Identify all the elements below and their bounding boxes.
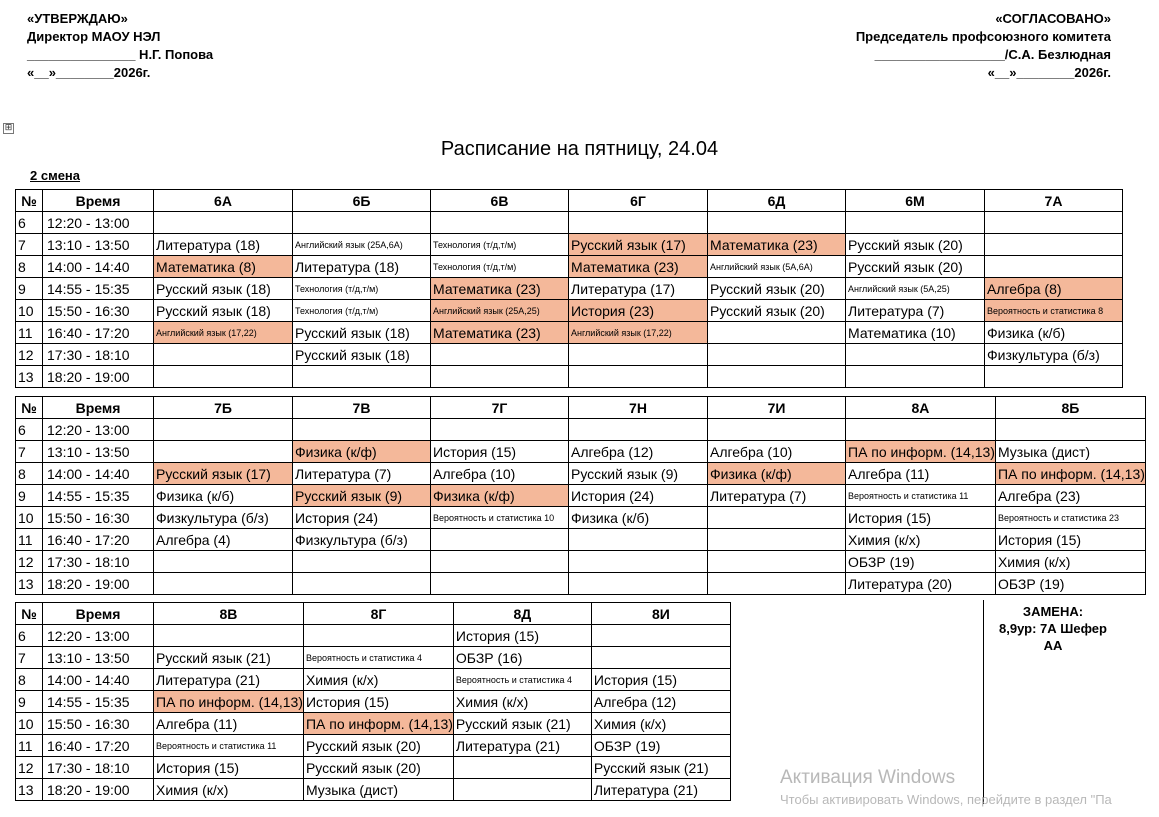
windows-activation-text: Чтобы активировать Windows, перейдите в раздел "Па: [780, 792, 1112, 807]
col-header-class: 6Г: [569, 190, 708, 212]
lesson-cell: Русский язык (17): [154, 463, 293, 485]
lesson-time: 18:20 - 19:00: [43, 573, 154, 595]
lesson-cell: Вероятность и статистика 4: [453, 669, 591, 691]
lesson-cell: Английский язык (25А,25): [431, 300, 569, 322]
lesson-cell: [985, 212, 1123, 234]
lesson-cell: [708, 322, 846, 344]
col-header-time: Время: [43, 397, 154, 419]
lesson-cell: Русский язык (18): [154, 300, 293, 322]
lesson-cell: [708, 419, 846, 441]
lesson-cell: [293, 551, 431, 573]
lesson-cell: Английский язык (17,22): [154, 322, 293, 344]
lesson-cell: Русский язык (21): [154, 647, 304, 669]
lesson-cell: Русский язык (20): [708, 300, 846, 322]
table-row: [16, 322, 1123, 344]
lesson-cell: [569, 529, 708, 551]
lesson-time: 13:10 - 13:50: [43, 647, 154, 669]
replacement-note: [988, 603, 1118, 654]
lesson-cell: Физика (к/б): [154, 485, 293, 507]
table-row: [16, 529, 1146, 551]
lesson-cell: Физика (к/б): [569, 507, 708, 529]
lesson-cell: ПА по информ. (14,13): [995, 463, 1145, 485]
lesson-cell: [154, 551, 293, 573]
lesson-time: 13:10 - 13:50: [43, 234, 154, 256]
lesson-cell: [569, 366, 708, 388]
lesson-cell: Английский язык (5А,6А): [708, 256, 846, 278]
lesson-cell: Химия (к/х): [154, 779, 304, 801]
lesson-cell: Физкультура (б/з): [985, 344, 1123, 366]
table-row: [16, 625, 731, 647]
lesson-cell: Литература (18): [154, 234, 293, 256]
lesson-cell: [708, 366, 846, 388]
col-header-class: 8В: [154, 603, 304, 625]
lesson-number: 8: [16, 669, 43, 691]
lesson-cell: Русский язык (21): [453, 713, 591, 735]
lesson-cell: Технология (т/д,т/м): [293, 278, 431, 300]
lesson-number: 12: [16, 551, 43, 573]
table-row: [16, 713, 731, 735]
lesson-cell: Математика (23): [431, 278, 569, 300]
lesson-time: 18:20 - 19:00: [43, 366, 154, 388]
table-header-row: [16, 603, 731, 625]
lesson-time: 16:40 - 17:20: [43, 322, 154, 344]
schedule-table-6: [15, 189, 1123, 388]
lesson-cell: [453, 757, 591, 779]
lesson-number: 9: [16, 485, 43, 507]
lesson-cell: Русский язык (9): [293, 485, 431, 507]
schedule-table-7: [15, 396, 1146, 595]
lesson-number: 6: [16, 212, 43, 234]
lesson-cell: Физика (к/ф): [293, 441, 431, 463]
table-row: [16, 669, 731, 691]
lesson-cell: Алгебра (23): [995, 485, 1145, 507]
table-row: [16, 573, 1146, 595]
approval-line: «__»________2026г.: [27, 65, 151, 80]
lesson-cell: Литература (17): [569, 278, 708, 300]
lesson-number: 12: [16, 757, 43, 779]
col-header-class: 8И: [591, 603, 730, 625]
lesson-cell: [995, 419, 1145, 441]
table-row: [16, 212, 1123, 234]
table-row: [16, 507, 1146, 529]
lesson-cell: История (15): [431, 441, 569, 463]
lesson-cell: Алгебра (10): [431, 463, 569, 485]
lesson-cell: Вероятность и статистика 11: [846, 485, 996, 507]
lesson-cell: История (24): [569, 485, 708, 507]
lesson-cell: Физкультура (б/з): [154, 507, 293, 529]
lesson-number: 10: [16, 713, 43, 735]
lesson-cell: Физика (к/ф): [431, 485, 569, 507]
table-row: [16, 551, 1146, 573]
lesson-cell: Русский язык (20): [303, 735, 453, 757]
lesson-cell: Технология (т/д,т/м): [293, 300, 431, 322]
table-header-row: [16, 397, 1146, 419]
lesson-time: 12:20 - 13:00: [43, 212, 154, 234]
lesson-cell: Вероятность и статистика 23: [995, 507, 1145, 529]
windows-activation-title: Активация Windows: [780, 767, 956, 788]
lesson-cell: Технология (т/д,т/м): [431, 234, 569, 256]
lesson-cell: ОБЗР (19): [995, 573, 1145, 595]
lesson-cell: Русский язык (20): [303, 757, 453, 779]
lesson-cell: Русский язык (18): [293, 322, 431, 344]
lesson-cell: [154, 212, 293, 234]
col-header-class: 7Г: [431, 397, 569, 419]
lesson-number: 12: [16, 344, 43, 366]
table-row: [16, 344, 1123, 366]
approval-line: Директор МАОУ НЭЛ: [27, 29, 161, 44]
lesson-cell: [569, 344, 708, 366]
lesson-cell: Физкультура (б/з): [293, 529, 431, 551]
shift-label: 2 смена: [30, 168, 81, 183]
lesson-number: 13: [16, 573, 43, 595]
lesson-time: 12:20 - 13:00: [43, 419, 154, 441]
table-row: [16, 300, 1123, 322]
col-header-class: 8Д: [453, 603, 591, 625]
lesson-number: 9: [16, 278, 43, 300]
lesson-cell: Русский язык (17): [569, 234, 708, 256]
lesson-number: 10: [16, 507, 43, 529]
lesson-number: 6: [16, 625, 43, 647]
lesson-cell: Русский язык (9): [569, 463, 708, 485]
col-header-time: Время: [43, 190, 154, 212]
lesson-cell: История (15): [303, 691, 453, 713]
col-header-class: 7Н: [569, 397, 708, 419]
lesson-cell: Алгебра (8): [985, 278, 1123, 300]
lesson-cell: Литература (7): [708, 485, 846, 507]
lesson-cell: [431, 419, 569, 441]
lesson-cell: Физика (к/ф): [708, 463, 846, 485]
approval-line: «УТВЕРЖДАЮ»: [27, 11, 128, 26]
lesson-cell: Русский язык (18): [154, 278, 293, 300]
lesson-cell: Русский язык (20): [846, 256, 985, 278]
lesson-cell: Русский язык (21): [591, 757, 730, 779]
lesson-cell: История (15): [453, 625, 591, 647]
table-row: [16, 463, 1146, 485]
lesson-time: 16:40 - 17:20: [43, 735, 154, 757]
lesson-cell: Алгебра (4): [154, 529, 293, 551]
lesson-cell: Музыка (дист): [995, 441, 1145, 463]
table-row: [16, 256, 1123, 278]
lesson-cell: История (23): [569, 300, 708, 322]
lesson-cell: [708, 212, 846, 234]
table-row: [16, 234, 1123, 256]
col-header-class: 7А: [985, 190, 1123, 212]
lesson-cell: [846, 419, 996, 441]
table-row: [16, 366, 1123, 388]
lesson-cell: [431, 529, 569, 551]
table-row: [16, 419, 1146, 441]
lesson-cell: ПА по информ. (14,13): [303, 713, 453, 735]
lesson-cell: ПА по информ. (14,13): [846, 441, 996, 463]
lesson-cell: Алгебра (12): [591, 691, 730, 713]
lesson-time: 14:00 - 14:40: [43, 256, 154, 278]
lesson-number: 7: [16, 441, 43, 463]
lesson-number: 7: [16, 647, 43, 669]
lesson-cell: Алгебра (11): [154, 713, 304, 735]
lesson-cell: Химия (к/х): [453, 691, 591, 713]
lesson-time: 14:55 - 15:35: [43, 691, 154, 713]
lesson-cell: [846, 344, 985, 366]
lesson-number: 11: [16, 735, 43, 757]
col-header-number: №: [16, 603, 43, 625]
lesson-cell: [154, 366, 293, 388]
lesson-cell: Физика (к/б): [985, 322, 1123, 344]
lesson-cell: Литература (21): [154, 669, 304, 691]
lesson-cell: ПА по информ. (14,13): [154, 691, 304, 713]
lesson-time: 17:30 - 18:10: [43, 551, 154, 573]
lesson-cell: Английский язык (5А,25): [846, 278, 985, 300]
col-header-class: 6А: [154, 190, 293, 212]
col-header-class: 8Г: [303, 603, 453, 625]
lesson-number: 13: [16, 366, 43, 388]
lesson-cell: Музыка (дист): [303, 779, 453, 801]
lesson-cell: Английский язык (17,22): [569, 322, 708, 344]
lesson-cell: [708, 573, 846, 595]
lesson-cell: [154, 573, 293, 595]
lesson-time: 17:30 - 18:10: [43, 344, 154, 366]
lesson-cell: [293, 366, 431, 388]
lesson-cell: Вероятность и статистика 8: [985, 300, 1123, 322]
lesson-cell: История (15): [846, 507, 996, 529]
lesson-cell: [569, 419, 708, 441]
lesson-cell: [431, 344, 569, 366]
lesson-cell: [569, 573, 708, 595]
page-title: Расписание на пятницу, 24.04: [440, 138, 719, 160]
lesson-time: 14:55 - 15:35: [43, 278, 154, 300]
lesson-cell: [293, 573, 431, 595]
lesson-cell: Английский язык (25А,6А): [293, 234, 431, 256]
approval-line: _______________ Н.Г. Попова: [27, 47, 214, 62]
lesson-cell: Литература (20): [846, 573, 996, 595]
col-header-class: 8Б: [995, 397, 1145, 419]
lesson-cell: Литература (21): [453, 735, 591, 757]
agreement-line: __________________/С.А. Безлюдная: [874, 47, 1111, 62]
col-header-class: 6М: [846, 190, 985, 212]
lesson-number: 13: [16, 779, 43, 801]
lesson-time: 17:30 - 18:10: [43, 757, 154, 779]
replacement-title: ЗАМЕНА:: [1022, 604, 1084, 619]
lesson-cell: [708, 529, 846, 551]
lesson-cell: Алгебра (10): [708, 441, 846, 463]
table-header-row: [16, 190, 1123, 212]
col-header-class: 6В: [431, 190, 569, 212]
lesson-time: 16:40 - 17:20: [43, 529, 154, 551]
table-move-handle-icon[interactable]: ⊞: [4, 123, 13, 133]
lesson-cell: Литература (7): [846, 300, 985, 322]
lesson-cell: [154, 419, 293, 441]
lesson-number: 7: [16, 234, 43, 256]
lesson-cell: ОБЗР (19): [591, 735, 730, 757]
lesson-cell: [154, 344, 293, 366]
col-header-class: 8А: [846, 397, 996, 419]
col-header-class: 6Б: [293, 190, 431, 212]
lesson-cell: [985, 256, 1123, 278]
lesson-cell: Математика (23): [708, 234, 846, 256]
lesson-cell: Химия (к/х): [303, 669, 453, 691]
lesson-cell: История (15): [154, 757, 304, 779]
lesson-cell: История (15): [591, 669, 730, 691]
lesson-cell: Химия (к/х): [995, 551, 1145, 573]
lesson-cell: Литература (18): [293, 256, 431, 278]
lesson-cell: [303, 625, 453, 647]
lesson-cell: Алгебра (12): [569, 441, 708, 463]
lesson-cell: [431, 551, 569, 573]
lesson-cell: [569, 551, 708, 573]
lesson-cell: [985, 366, 1123, 388]
lesson-cell: [846, 212, 985, 234]
lesson-cell: Алгебра (11): [846, 463, 996, 485]
lesson-time: 14:55 - 15:35: [43, 485, 154, 507]
lesson-time: 14:00 - 14:40: [43, 669, 154, 691]
lesson-cell: ОБЗР (16): [453, 647, 591, 669]
lesson-number: 8: [16, 256, 43, 278]
replacement-divider: [983, 600, 984, 804]
lesson-cell: [154, 625, 304, 647]
lesson-time: 14:00 - 14:40: [43, 463, 154, 485]
lesson-cell: [154, 441, 293, 463]
lesson-cell: Математика (23): [431, 322, 569, 344]
lesson-cell: [293, 419, 431, 441]
replacement-text: 8,9ур: 7А Шефер АА: [999, 621, 1107, 653]
lesson-cell: ОБЗР (19): [846, 551, 996, 573]
lesson-cell: Литература (21): [591, 779, 730, 801]
lesson-cell: Русский язык (18): [293, 344, 431, 366]
lesson-cell: Технология (т/д,т/м): [431, 256, 569, 278]
lesson-cell: [569, 212, 708, 234]
lesson-cell: [708, 507, 846, 529]
lesson-cell: Химия (к/х): [846, 529, 996, 551]
lesson-cell: [708, 551, 846, 573]
col-header-class: 6Д: [708, 190, 846, 212]
lesson-number: 10: [16, 300, 43, 322]
lesson-cell: [431, 212, 569, 234]
table-row: [16, 691, 731, 713]
lesson-cell: [431, 573, 569, 595]
lesson-cell: [708, 344, 846, 366]
agreement-line: «__»________2026г.: [987, 65, 1111, 80]
col-header-number: №: [16, 190, 43, 212]
lesson-number: 11: [16, 529, 43, 551]
lesson-cell: [293, 212, 431, 234]
lesson-cell: [453, 779, 591, 801]
lesson-cell: Русский язык (20): [846, 234, 985, 256]
lesson-cell: [591, 647, 730, 669]
agreement-line: «СОГЛАСОВАНО»: [995, 11, 1111, 26]
lesson-number: 11: [16, 322, 43, 344]
lesson-cell: Вероятность и статистика 4: [303, 647, 453, 669]
lesson-cell: [846, 366, 985, 388]
lesson-cell: [431, 366, 569, 388]
lesson-time: 13:10 - 13:50: [43, 441, 154, 463]
lesson-cell: История (15): [995, 529, 1145, 551]
lesson-time: 12:20 - 13:00: [43, 625, 154, 647]
lesson-cell: Литература (7): [293, 463, 431, 485]
table-row: [16, 779, 731, 801]
lesson-cell: Вероятность и статистика 10: [431, 507, 569, 529]
approval-block: [27, 10, 213, 82]
col-header-class: 7И: [708, 397, 846, 419]
agreement-line: Председатель профсоюзного комитета: [855, 29, 1111, 44]
agreement-block: [856, 10, 1111, 82]
col-header-class: 7В: [293, 397, 431, 419]
schedule-table-8: [15, 602, 731, 801]
col-header-number: №: [16, 397, 43, 419]
lesson-time: 15:50 - 16:30: [43, 507, 154, 529]
col-header-class: 7Б: [154, 397, 293, 419]
table-row: [16, 757, 731, 779]
lesson-cell: Вероятность и статистика 11: [154, 735, 304, 757]
lesson-number: 6: [16, 419, 43, 441]
lesson-cell: [591, 625, 730, 647]
col-header-time: Время: [43, 603, 154, 625]
lesson-time: 15:50 - 16:30: [43, 713, 154, 735]
lesson-cell: Русский язык (20): [708, 278, 846, 300]
lesson-cell: Математика (23): [569, 256, 708, 278]
table-row: [16, 441, 1146, 463]
table-row: [16, 278, 1123, 300]
lesson-time: 15:50 - 16:30: [43, 300, 154, 322]
lesson-cell: Математика (8): [154, 256, 293, 278]
lesson-time: 18:20 - 19:00: [43, 779, 154, 801]
lesson-cell: [985, 234, 1123, 256]
table-row: [16, 647, 731, 669]
lesson-number: 9: [16, 691, 43, 713]
table-row: [16, 735, 731, 757]
lesson-cell: Математика (10): [846, 322, 985, 344]
table-row: [16, 485, 1146, 507]
lesson-cell: История (24): [293, 507, 431, 529]
lesson-number: 8: [16, 463, 43, 485]
lesson-cell: Химия (к/х): [591, 713, 730, 735]
